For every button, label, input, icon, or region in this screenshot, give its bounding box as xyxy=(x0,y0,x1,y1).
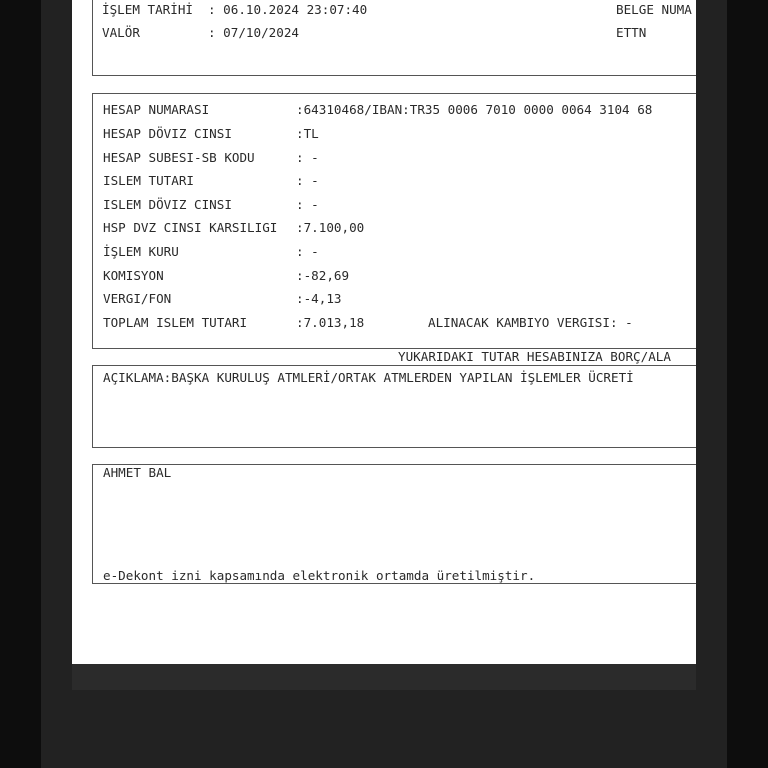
hesap-subesi-value: : - xyxy=(296,150,319,165)
vergi-fon-value: :-4,13 xyxy=(296,291,342,306)
aciklama-text: AÇIKLAMA:BAŞKA KURULUŞ ATMLERİ/ORTAK ATMLERDEN YAPILAN İŞLEMLER ÜCRETİ xyxy=(103,370,634,385)
account-holder-box xyxy=(92,464,696,584)
hsp-dvz-karsiligi-label: HSP DVZ CINSI KARSILIGI xyxy=(103,220,278,235)
islem-kuru-value: : - xyxy=(296,244,319,259)
islem-tarihi-label: İŞLEM TARİHİ xyxy=(102,2,193,17)
hesap-subesi-label: HESAP SUBESI-SB KODU xyxy=(103,150,255,165)
hesap-doviz-cinsi-label: HESAP DÖVIZ CINSI xyxy=(103,126,232,141)
borc-alacak-notice: YUKARIDAKI TUTAR HESABINIZA BORÇ/ALA xyxy=(398,349,671,364)
belge-numarasi-label: BELGE NUMA xyxy=(616,2,692,17)
islem-doviz-cinsi-value: : - xyxy=(296,197,319,212)
e-dekont-footer: e-Dekont izni kapsamında elektronik ortamda üretilmiştir. xyxy=(103,568,536,583)
hsp-dvz-karsiligi-value: :7.100,00 xyxy=(296,220,365,235)
toplam-islem-tutari-value: :7.013,18 xyxy=(296,315,365,330)
account-holder-name: AHMET BAL xyxy=(103,465,172,480)
ettn-label: ETTN xyxy=(616,25,647,40)
valor-label: VALÖR xyxy=(102,25,140,40)
islem-tarihi-value: : 06.10.2024 23:07:40 xyxy=(208,2,368,17)
islem-tutari-label: ISLEM TUTARI xyxy=(103,173,194,188)
page-bottom-shadow xyxy=(72,664,696,690)
hesap-numarasi-label: HESAP NUMARASI xyxy=(103,102,210,117)
kambiyo-vergisi: ALINACAK KAMBIYO VERGISI: - xyxy=(428,315,633,330)
komisyon-value: :-82,69 xyxy=(296,268,350,283)
hesap-doviz-cinsi-value: :TL xyxy=(296,126,319,141)
islem-kuru-label: İŞLEM KURU xyxy=(103,244,179,259)
hesap-numarasi-value: :64310468/IBAN:TR35 0006 7010 0000 0064 3104 68 xyxy=(296,102,653,117)
islem-doviz-cinsi-label: ISLEM DÖVIZ CINSI xyxy=(103,197,232,212)
vergi-fon-label: VERGI/FON xyxy=(103,291,172,306)
toplam-islem-tutari-label: TOPLAM ISLEM TUTARI xyxy=(103,315,248,330)
islem-tutari-value: : - xyxy=(296,173,319,188)
komisyon-label: KOMISYON xyxy=(103,268,164,283)
valor-value: : 07/10/2024 xyxy=(208,25,299,40)
receipt-page xyxy=(72,0,696,664)
